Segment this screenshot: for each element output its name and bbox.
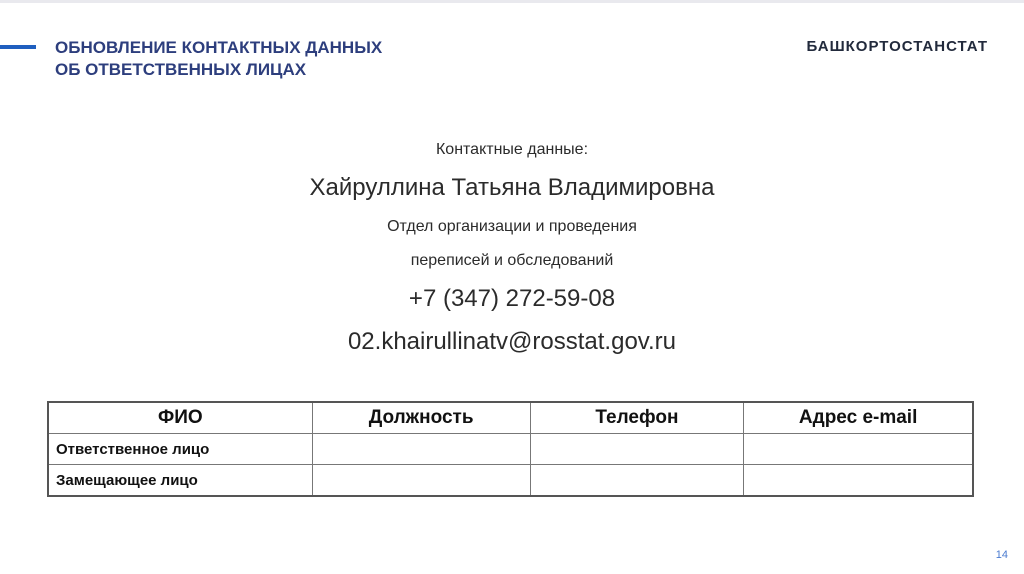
header-phone: Телефон [530,402,744,434]
page-title-line-2: ОБ ОТВЕТСТВЕННЫХ ЛИЦАХ [55,60,307,79]
row-responsible-position [312,434,530,465]
table-row [48,465,973,497]
table-row [48,434,973,465]
page-title [55,37,382,81]
row-deputy-phone [530,465,744,497]
header-email: Адрес e-mail [744,402,973,434]
contact-name: Хайруллина Татьяна Владимировна [309,174,715,201]
responsible-persons-table [47,401,974,497]
contact-label: Контактные данные: [435,141,589,158]
row-responsible-phone [530,434,744,465]
row-deputy-position [312,465,530,497]
top-divider [0,0,1024,3]
row-deputy-fio: Замещающее лицо [48,465,312,497]
contact-email: 02.khairullinatv@rosstat.gov.ru [347,328,677,355]
contact-department-line-2: переписей и обследований [410,252,614,269]
table-header-row [48,402,973,434]
contact-phone: +7 (347) 272-59-08 [408,285,616,312]
row-responsible-email [744,434,973,465]
page-title-line-1: ОБНОВЛЕНИЕ КОНТАКТНЫХ ДАННЫХ [55,38,383,57]
title-accent-bar [0,45,36,49]
brand-name: БАШКОРТОСТАНСТАТ [806,38,988,55]
page-number: 14 [995,549,1008,561]
row-responsible-fio: Ответственное лицо [48,434,312,465]
header-position: Должность [312,402,530,434]
contact-department-line-1: Отдел организации и проведения [387,218,637,235]
row-deputy-email [744,465,973,497]
header-fio: ФИО [48,402,312,434]
